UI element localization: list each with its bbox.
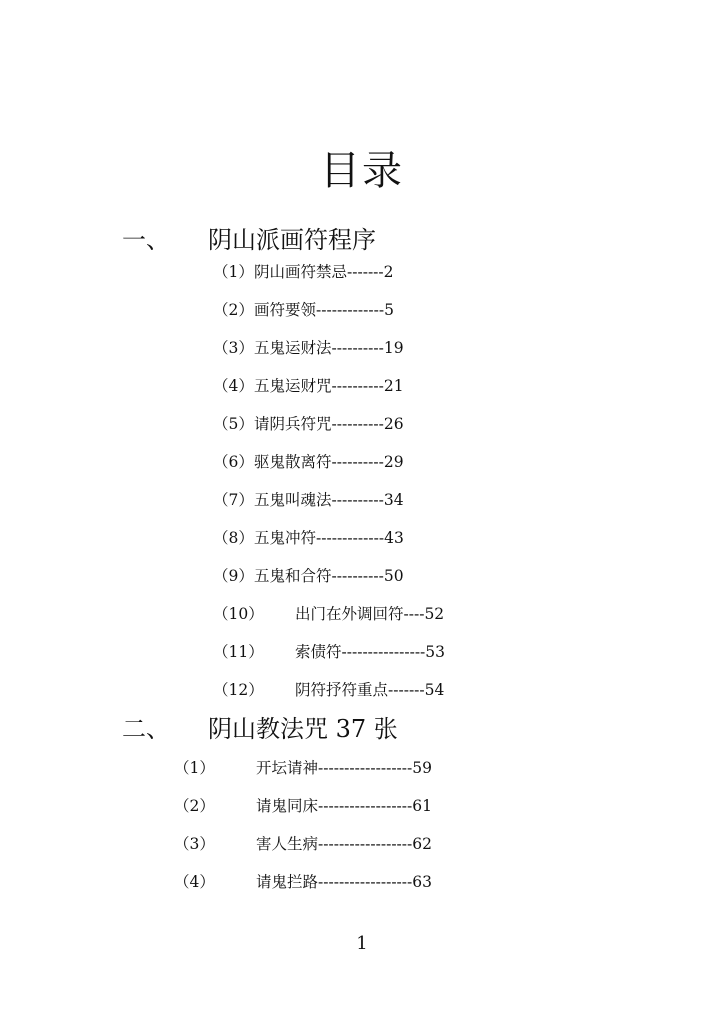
toc-entry [213,375,404,397]
entry-index: （3） [174,835,215,853]
toc-entry [174,795,432,817]
entry-text: 五鬼和合符----------50 [254,567,404,585]
page-title: 目录 [320,148,404,194]
toc-entry [213,565,404,587]
entry-index: （7） [213,491,254,509]
section-number: 二、 [122,715,170,743]
entry-index: （6） [213,453,254,471]
toc-entry [213,451,404,473]
entry-index: （3） [213,339,254,357]
section-heading-1 [122,224,376,256]
entry-index: （2） [213,301,254,319]
entry-text: 驱鬼散离符----------29 [254,453,404,471]
page-number: 1 [356,933,368,954]
entry-index: （9） [213,567,254,585]
section-heading-2 [122,713,398,745]
entry-text: 五鬼运财咒----------21 [254,377,404,395]
section-number: 一、 [122,226,170,254]
toc-entry [213,603,444,625]
entry-text: 索债符----------------53 [295,643,446,661]
toc-entry [174,757,432,779]
entry-index: （10） [213,605,264,623]
entry-index: （5） [213,415,254,433]
entry-text: 请鬼拦路------------------63 [256,873,432,891]
entry-text: 五鬼叫魂法----------34 [254,491,404,509]
entry-text: 阴山画符禁忌-------2 [254,263,394,281]
entry-text: 五鬼冲符-------------43 [254,529,404,547]
entry-text: 阴符抒符重点-------54 [295,681,445,699]
toc-entry [213,337,404,359]
entry-text: 出门在外调回符----52 [295,605,445,623]
toc-entry [213,527,404,549]
entry-text: 害人生病------------------62 [256,835,432,853]
toc-entry [213,299,394,321]
entry-index: （4） [213,377,254,395]
section-title: 阴山派画符程序 [208,226,376,254]
entry-text: 请鬼同床------------------61 [256,797,432,815]
entry-text: 请阴兵符咒----------26 [254,415,404,433]
toc-entry [174,871,432,893]
toc-entry [213,489,404,511]
entry-index: （4） [174,873,215,891]
entry-text: 五鬼运财法----------19 [254,339,404,357]
entry-index: （2） [174,797,215,815]
toc-entry [174,833,432,855]
entry-index: （1） [213,263,254,281]
entry-index: （8） [213,529,254,547]
section-title: 阴山教法咒 37 张 [208,715,398,743]
entry-index: （11） [213,643,264,661]
toc-entry [213,641,445,663]
toc-entry [213,413,404,435]
entry-text: 开坛请神------------------59 [256,759,432,777]
entry-index: （12） [213,681,264,699]
entry-index: （1） [174,759,215,777]
toc-entry [213,261,394,283]
toc-entry [213,679,444,701]
entry-text: 画符要领-------------5 [254,301,394,319]
